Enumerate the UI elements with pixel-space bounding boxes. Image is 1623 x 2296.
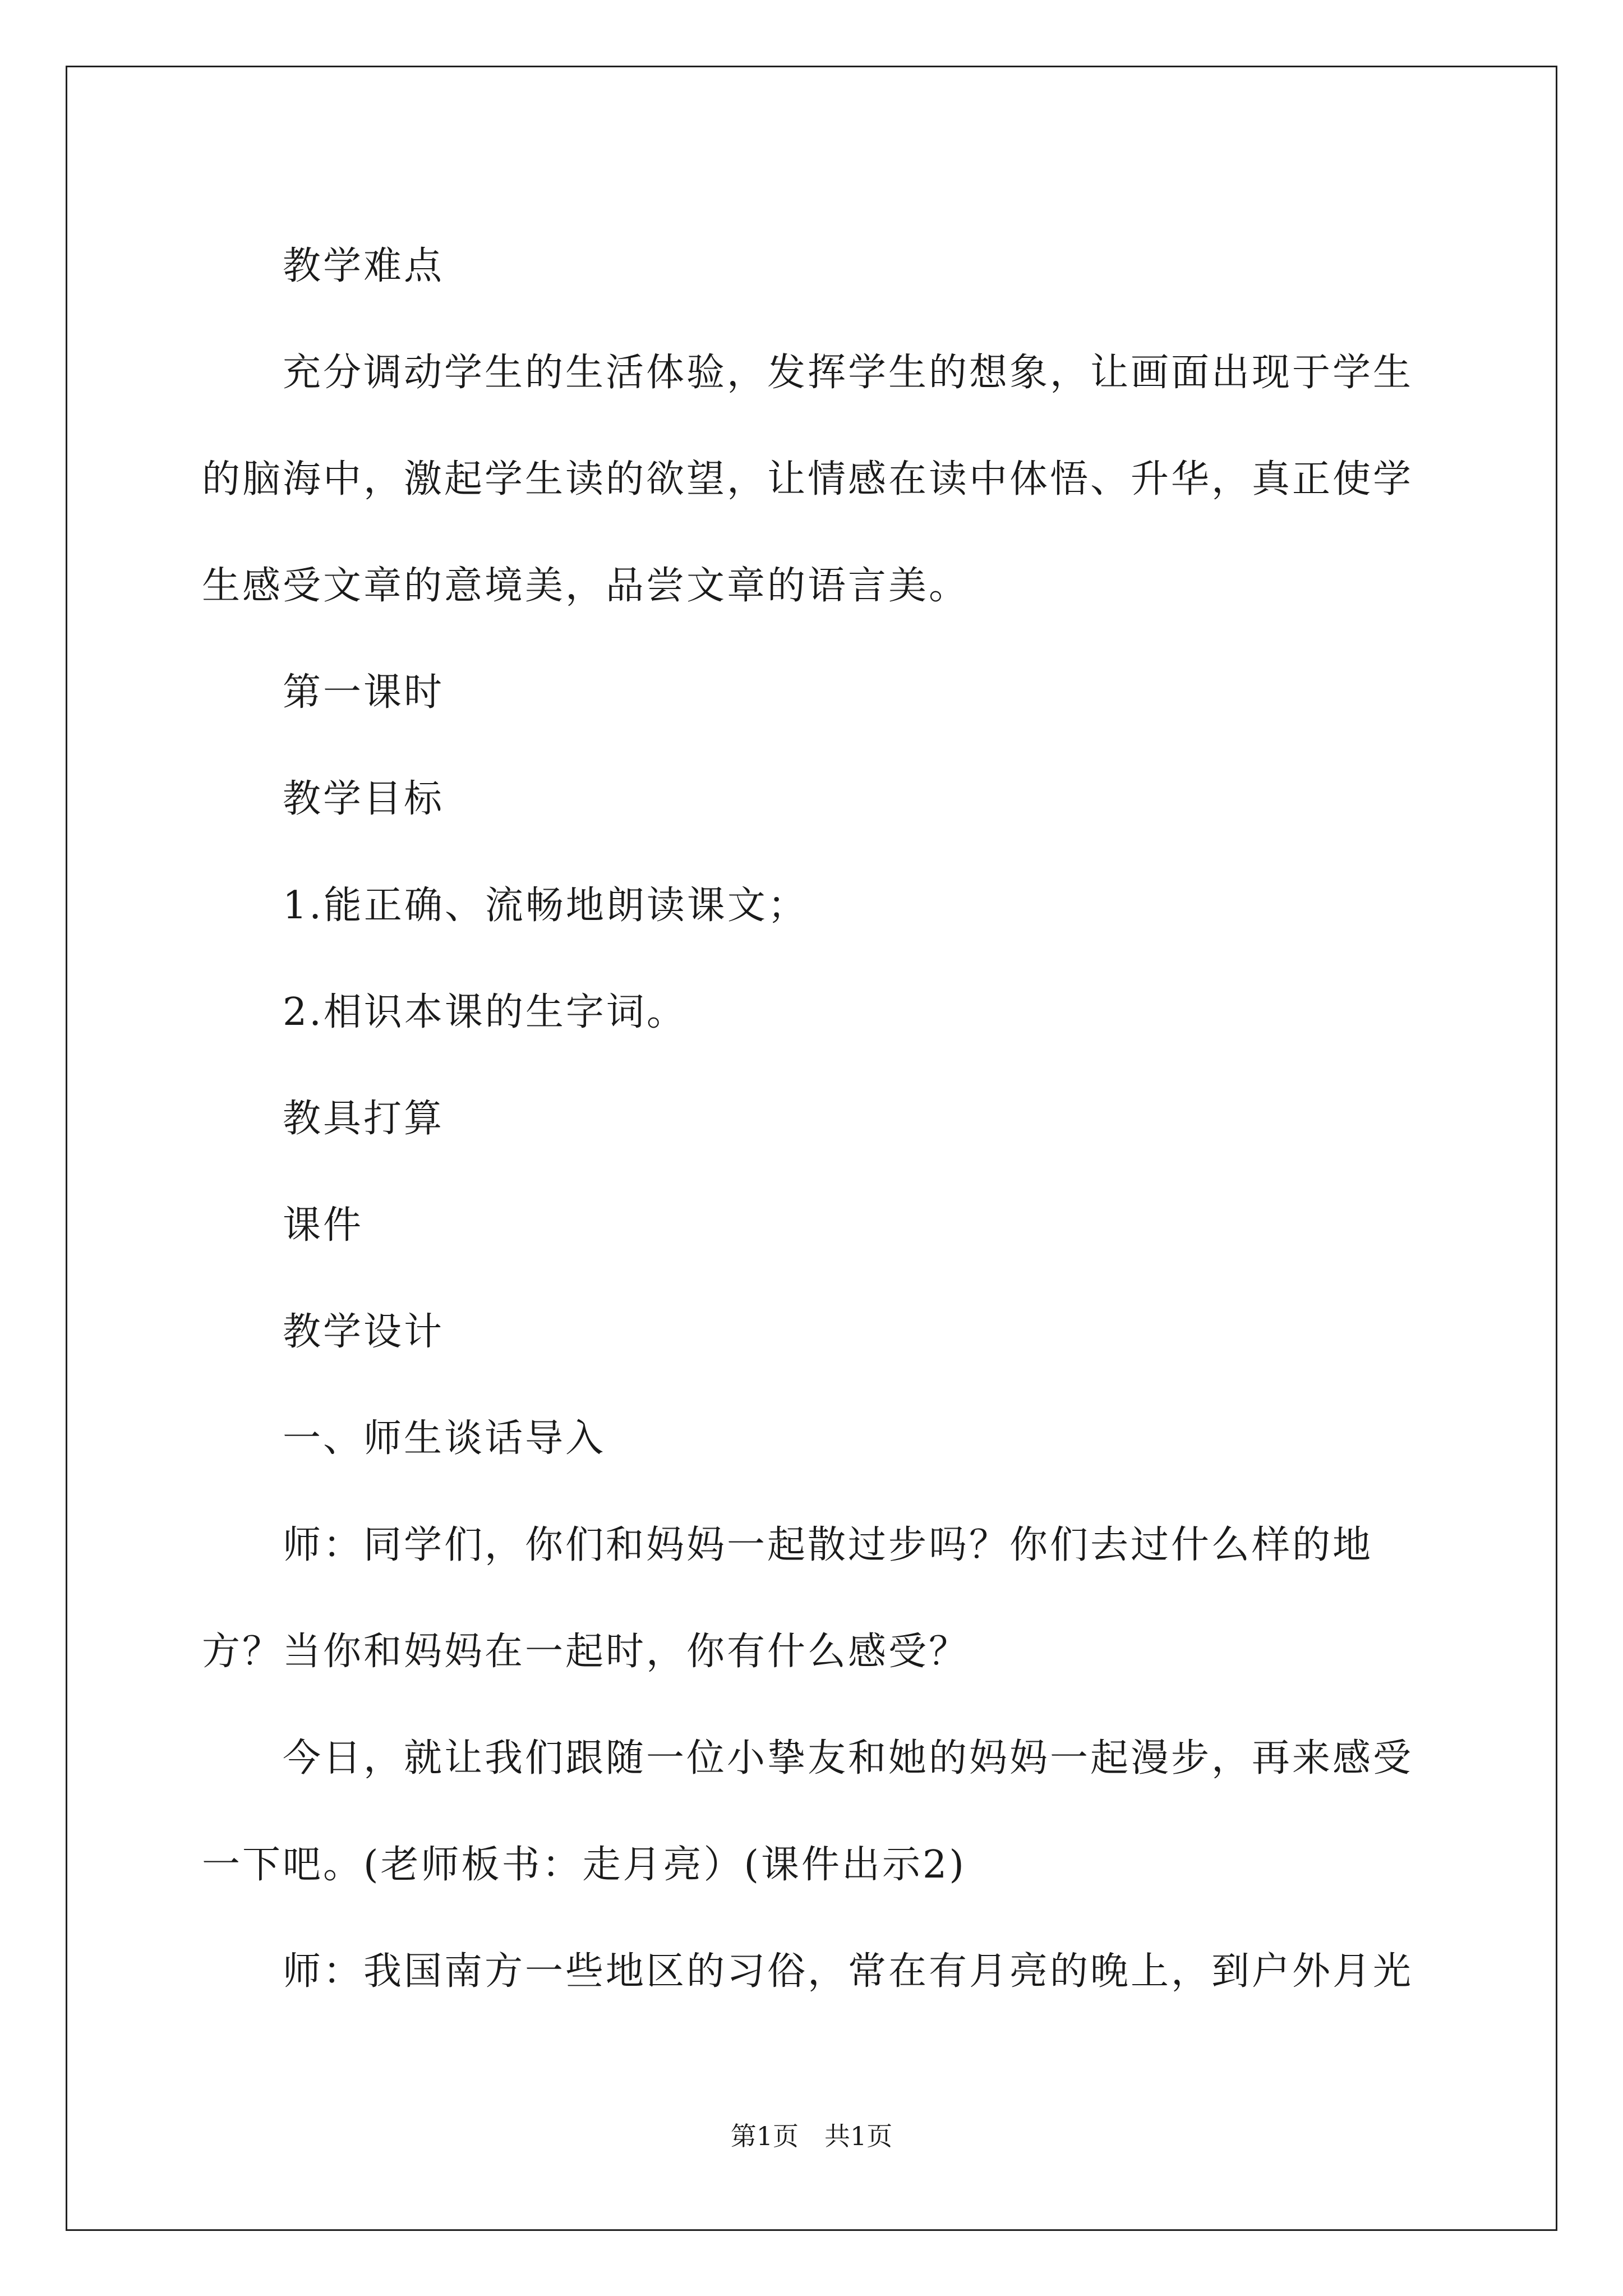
paragraph: 教具打算: [283, 1097, 445, 1141]
paragraph: 第一课时: [283, 670, 445, 715]
paragraph: 充分调动学生的生活体验，发挥学生的想象，让画面出现于学生的脑海中，激起学生读的欲望，让情感在读中体悟、升华，真正使学生感受文章的意境美，品尝文章的语言美。: [202, 351, 1414, 608]
paragraph: 教学目标: [283, 777, 445, 821]
paragraph: 1.能正确、流畅地朗读课文；: [283, 884, 808, 928]
paragraph: 教学设计: [283, 1310, 445, 1354]
paragraph: 一、师生谈话导入: [283, 1416, 606, 1461]
document-body: [202, 213, 1424, 2025]
paragraph: 教学难点: [283, 244, 445, 288]
paragraph: 师：我国南方一些地区的习俗，常在有月亮的晚上，到户外月光: [283, 1949, 1414, 1994]
paragraph: 师：同学们，你们和妈妈一起散过步吗？你们去过什么样的地方？当你和妈妈在一起时，你有什么感受？: [202, 1523, 1373, 1674]
paragraph: 课件: [283, 1203, 364, 1248]
paragraph: 今日，就让我们跟随一位小挚友和她的妈妈一起漫步，再来感受一下吧。(老师板书：走月亮）(课件出示2): [202, 1736, 1414, 1887]
page-footer: 第1页 共1页: [730, 2121, 893, 2151]
paragraph: 2.相识本课的生字词。: [283, 990, 687, 1034]
